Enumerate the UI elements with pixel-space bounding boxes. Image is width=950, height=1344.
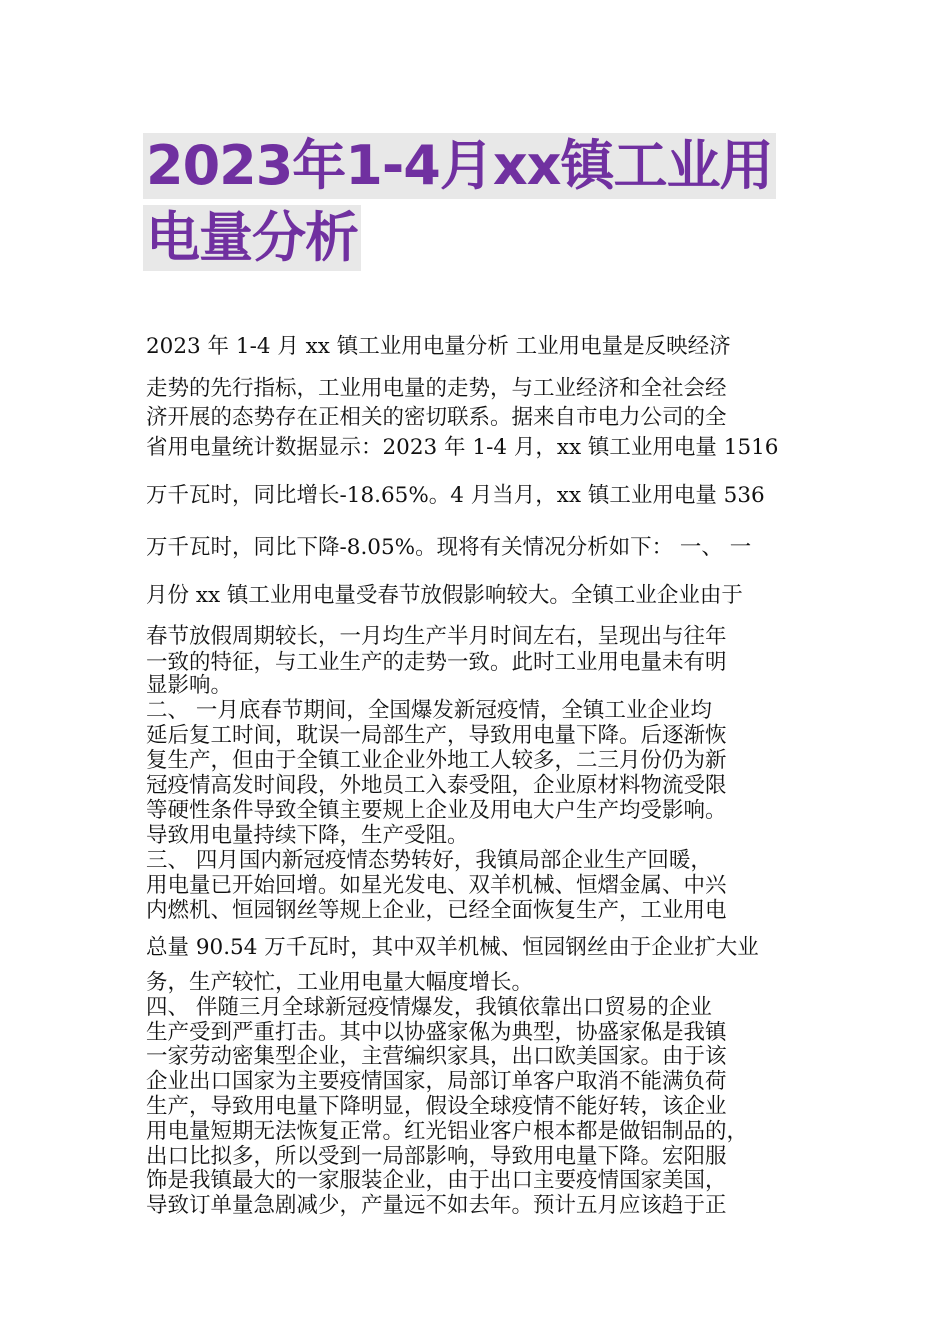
body-line: 总量 90.54 万千瓦时，其中双羊机械、恒园钢丝由于企业扩大业 <box>146 935 759 960</box>
body-line: 济开展的态势存在正相关的密切联系。据来自市电力公司的全 <box>146 405 727 430</box>
body-line: 导致订单量急剧减少，产量远不如去年。预计五月应该趋于正 <box>146 1193 727 1218</box>
body-line: 内燃机、恒园钢丝等规上企业，已经全面恢复生产，工业用电 <box>146 898 727 923</box>
body-line: 企业出口国家为主要疫情国家，局部订单客户取消不能满负荷 <box>146 1069 727 1094</box>
body-line: 生产受到严重打击。其中以协盛家俬为典型，协盛家俬是我镇 <box>146 1020 727 1045</box>
document-title <box>143 133 808 271</box>
body-line: 三、 四月国内新冠疫情态势转好，我镇局部企业生产回暖， <box>146 848 712 873</box>
body-line: 复生产，但由于全镇工业企业外地工人较多，二三月份仍为新 <box>146 748 727 773</box>
body-line: 万千瓦时，同比增长-18.65%。4 月当月，xx 镇工业用电量 536 <box>146 483 765 508</box>
body-line: 春节放假周期较长，一月均生产半月时间左右，呈现出与往年 <box>146 624 727 649</box>
body-line: 显影响。 <box>146 673 233 698</box>
body-line: 延后复工时间，耽误一局部生产，导致用电量下降。后逐渐恢 <box>146 723 727 748</box>
body-line: 万千瓦时，同比下降-8.05%。现将有关情况分析如下： 一、 一 <box>146 535 752 560</box>
body-line: 四、 伴随三月全球新冠疫情爆发，我镇依靠出口贸易的企业 <box>146 995 712 1020</box>
body-line: 一家劳动密集型企业，主营编织家具，出口欧美国家。由于该 <box>146 1044 727 1069</box>
body-line: 用电量已开始回增。如星光发电、双羊机械、恒熠金属、中兴 <box>146 873 727 898</box>
title-line-2: 电量分析 <box>143 205 361 271</box>
body-line: 走势的先行指标，工业用电量的走势，与工业经济和全社会经 <box>146 376 727 401</box>
body-line: 月份 xx 镇工业用电量受春节放假影响较大。全镇工业企业由于 <box>146 583 743 608</box>
body-line: 二、 一月底春节期间，全国爆发新冠疫情，全镇工业企业均 <box>146 698 712 723</box>
body-line: 2023 年 1-4 月 xx 镇工业用电量分析 工业用电量是反映经济 <box>146 334 731 359</box>
body-line: 生产，导致用电量下降明显，假设全球疫情不能好转，该企业 <box>146 1094 727 1119</box>
title-line-1: 2023年1-4月xx镇工业用 <box>143 133 776 199</box>
body-line: 饰是我镇最大的一家服装企业，由于出口主要疫情国家美国， <box>146 1168 727 1193</box>
body-line: 务，生产较忙，工业用电量大幅度增长。 <box>146 970 534 995</box>
body-line: 一致的特征，与工业生产的走势一致。此时工业用电量未有明 <box>146 650 727 675</box>
body-line: 出口比拟多，所以受到一局部影响，导致用电量下降。宏阳服 <box>146 1144 727 1169</box>
body-line: 等硬性条件导致全镇主要规上企业及用电大户生产均受影响。 <box>146 798 727 823</box>
body-line: 导致用电量持续下降，生产受阻。 <box>146 823 469 848</box>
body-line: 用电量短期无法恢复正常。红光铝业客户根本都是做铝制品的， <box>146 1119 749 1144</box>
body-line: 冠疫情高发时间段，外地员工入泰受阻，企业原材料物流受限 <box>146 773 727 798</box>
body-line: 省用电量统计数据显示：2023 年 1-4 月，xx 镇工业用电量 1516 <box>146 435 779 460</box>
